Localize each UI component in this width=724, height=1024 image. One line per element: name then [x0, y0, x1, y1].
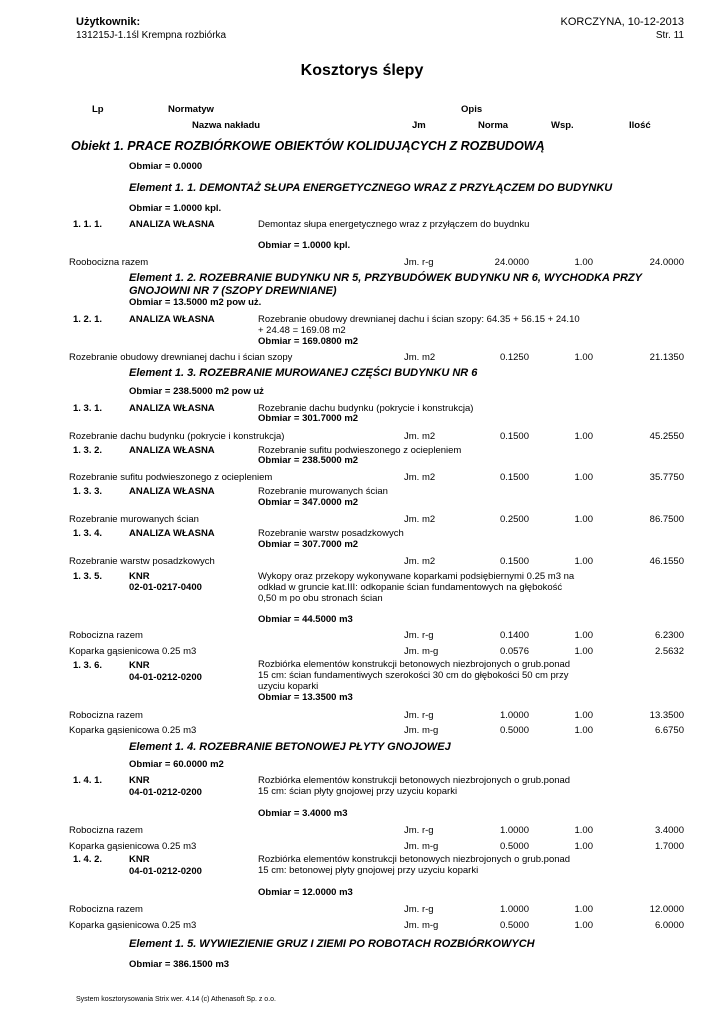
position-normatyw: ANALIZA WŁASNA [129, 528, 215, 539]
position-lp: 1. 3. 3. [73, 486, 103, 497]
obiekt-obmiar: Obmiar = 0.0000 [129, 161, 203, 172]
resource-norma: 0.2500 [499, 514, 529, 525]
resource-name: Robocizna razem [69, 710, 143, 721]
user-value: 131215J-1.1śl Krempna rozbiórka [76, 30, 227, 41]
resource-name: Robocizna razem [69, 630, 143, 641]
position-opis: Rozebranie sufitu podwieszonego z ociepleniem [258, 445, 462, 456]
position-opis-cont: 15 cm: betonowej płyty gnojowej przy uzyciu koparki [258, 865, 479, 876]
position-obmiar: Obmiar = 13.3500 m3 [258, 692, 353, 703]
resource-wsp: 1.00 [574, 904, 593, 915]
resource-ilosc: 2.5632 [654, 646, 684, 657]
resource-name: Koparka gąsienicowa 0.25 m3 [69, 725, 197, 736]
position-obmiar: Obmiar = 1.0000 kpl. [258, 240, 351, 251]
position-opis: Rozebranie warstw posadzkowych [258, 528, 404, 539]
position-opis: Rozbiórka elementów konstrukcji betonowych niezbrojonych o grub.ponad [258, 854, 571, 865]
col-normatyw: Normatyw [168, 104, 214, 115]
position-opis: Rozbiórka elementów konstrukcji betonowych niezbrojonych o grub.ponad [258, 659, 571, 670]
position-lp: 1. 4. 2. [73, 854, 103, 865]
resource-jm: Jm. r-g [404, 257, 434, 268]
col-lp: Lp [92, 104, 104, 115]
user-label: Użytkownik: [76, 16, 141, 28]
element-obmiar: Obmiar = 386.1500 m3 [129, 959, 230, 970]
obiekt-title: Obiekt 1. PRACE ROZBIÓRKOWE OBIEKTÓW KOLIDUJĄCYCH Z ROZBUDOWĄ [71, 139, 545, 153]
position-lp: 1. 3. 1. [73, 403, 103, 414]
col-nazwa: Nazwa nakładu [192, 120, 261, 131]
resource-norma: 1.0000 [499, 710, 529, 721]
position-opis-cont: uzyciu koparki [258, 681, 319, 692]
resource-name: Rozebranie warstw posadzkowych [69, 556, 215, 567]
resource-norma: 0.1500 [499, 556, 529, 567]
element-obmiar: Obmiar = 60.0000 m2 [129, 759, 224, 770]
resource-jm: Jm. m-g [404, 920, 439, 931]
position-opis: Demontaz słupa energetycznego wraz z przyłączem do buydnku [258, 219, 530, 230]
position-opis-cont: 0,50 m po obu stronach ścian [258, 593, 383, 604]
position-opis-cont: odkład w gruncie kat.III: odkopanie ścian fundamentowych na głębokość [258, 582, 563, 593]
position-normatyw-code: 04-01-0212-0200 [129, 787, 202, 798]
position-opis: Wykopy oraz przekopy wykonywane koparkami podsiębiernymi 0.25 m3 na [258, 571, 575, 582]
resource-jm: Jm. m-g [404, 646, 439, 657]
resource-jm: Jm. r-g [404, 710, 434, 721]
position-lp: 1. 1. 1. [73, 219, 103, 230]
resource-wsp: 1.00 [574, 841, 593, 852]
position-obmiar: Obmiar = 12.0000 m3 [258, 887, 353, 898]
position-opis-cont: 15 cm: ścian fundamentiwych szerokości 30 cm do głębokości 50 cm przy [258, 670, 569, 681]
resource-norma: 24.0000 [494, 257, 529, 268]
element-obmiar: Obmiar = 1.0000 kpl. [129, 203, 222, 214]
resource-norma: 0.5000 [499, 920, 529, 931]
position-normatyw: ANALIZA WŁASNA [129, 403, 215, 414]
position-lp: 1. 3. 6. [73, 660, 103, 671]
resource-norma: 0.1500 [499, 472, 529, 483]
element-title-cont: GNOJOWNI NR 7 (SZOPY DREWNIANE) [129, 285, 337, 297]
footer-text: System kosztorysowania Strix wer. 4.14 (c) Athenasoft Sp. z o.o. [76, 996, 276, 1003]
resource-norma: 0.5000 [499, 725, 529, 736]
resource-name: Robocizna razem [69, 825, 143, 836]
position-obmiar: Obmiar = 3.4000 m3 [258, 808, 348, 819]
position-normatyw: ANALIZA WŁASNA [129, 486, 215, 497]
position-opis: Rozbiórka elementów konstrukcji betonowych niezbrojonych o grub.ponad [258, 775, 571, 786]
col-ilosc: Ilość [629, 120, 651, 131]
resource-name: Koparka gąsienicowa 0.25 m3 [69, 920, 197, 931]
resource-ilosc: 24.0000 [649, 257, 684, 268]
resource-wsp: 1.00 [574, 646, 593, 657]
element-title: Element 1. 3. ROZEBRANIE MUROWANEJ CZĘŚCI BUDYNKU NR 6 [129, 367, 478, 379]
resource-ilosc: 12.0000 [649, 904, 684, 915]
resource-wsp: 1.00 [574, 431, 593, 442]
element-title: Element 1. 5. WYWIEZIENIE GRUZ I ZIEMI PO ROBOTACH ROZBIÓRKOWYCH [129, 938, 535, 950]
position-lp: 1. 2. 1. [73, 314, 103, 325]
position-normatyw: KNR [129, 854, 150, 865]
resource-ilosc: 21.1350 [649, 352, 684, 363]
resource-ilosc: 45.2550 [649, 431, 684, 442]
resource-jm: Jm. r-g [404, 904, 434, 915]
resource-jm: Jm. r-g [404, 630, 434, 641]
position-opis-cont: 15 cm: ścian płyty gnojowej przy uzyciu koparki [258, 786, 458, 797]
resource-jm: Jm. m2 [404, 556, 436, 567]
resource-name: Koparka gąsienicowa 0.25 m3 [69, 841, 197, 852]
position-lp: 1. 3. 5. [73, 571, 103, 582]
resource-name: Rozebranie murowanych ścian [69, 514, 199, 525]
resource-jm: Jm. r-g [404, 825, 434, 836]
resource-norma: 0.1400 [499, 630, 529, 641]
resource-ilosc: 6.0000 [654, 920, 684, 931]
position-opis: Rozebranie obudowy drewnianej dachu i ścian szopy: 64.35 + 56.15 + 24.10 [258, 314, 580, 325]
resource-ilosc: 3.4000 [654, 825, 684, 836]
page-title: Kosztorys ślepy [300, 62, 424, 79]
position-normatyw-code: 04-01-0212-0200 [129, 672, 202, 683]
resource-wsp: 1.00 [574, 825, 593, 836]
resource-jm: Jm. m2 [404, 431, 436, 442]
position-lp: 1. 3. 2. [73, 445, 103, 456]
resource-ilosc: 35.7750 [649, 472, 684, 483]
resource-name: Rozebranie dachu budynku (pokrycie i konstrukcja) [69, 431, 285, 442]
resource-ilosc: 6.6750 [654, 725, 684, 736]
element-title: Element 1. 2. ROZEBRANIE BUDYNKU NR 5, PRZYBUDÓWEK BUDYNKU NR 6, WYCHODKA PRZY [129, 272, 642, 284]
position-obmiar: Obmiar = 307.7000 m2 [258, 539, 359, 550]
resource-ilosc: 46.1550 [649, 556, 684, 567]
resource-name: Rozebranie sufitu podwieszonego z ociepleniem [69, 472, 273, 483]
position-normatyw: KNR [129, 571, 150, 582]
resource-wsp: 1.00 [574, 725, 593, 736]
resource-jm: Jm. m2 [404, 472, 436, 483]
resource-jm: Jm. m2 [404, 514, 436, 525]
position-normatyw: ANALIZA WŁASNA [129, 314, 215, 325]
resource-ilosc: 86.7500 [649, 514, 684, 525]
col-jm: Jm [412, 120, 426, 131]
position-obmiar: Obmiar = 44.5000 m3 [258, 614, 353, 625]
position-obmiar: Obmiar = 347.0000 m2 [258, 497, 359, 508]
resource-wsp: 1.00 [574, 472, 593, 483]
col-opis: Opis [461, 104, 483, 115]
resource-wsp: 1.00 [574, 352, 593, 363]
place-date: KORCZYNA, 10-12-2013 [560, 16, 684, 28]
position-lp: 1. 3. 4. [73, 528, 103, 539]
resource-norma: 0.5000 [499, 841, 529, 852]
resource-norma: 0.0576 [499, 646, 529, 657]
resource-norma: 0.1250 [499, 352, 529, 363]
resource-wsp: 1.00 [574, 514, 593, 525]
position-obmiar: Obmiar = 301.7000 m2 [258, 413, 359, 424]
resource-ilosc: 6.2300 [654, 630, 684, 641]
resource-wsp: 1.00 [574, 556, 593, 567]
page-number: Str. 11 [655, 30, 684, 41]
resource-jm: Jm. m-g [404, 841, 439, 852]
resource-name: Koparka gąsienicowa 0.25 m3 [69, 646, 197, 657]
element-obmiar: Obmiar = 238.5000 m2 pow uż [129, 386, 264, 397]
position-normatyw: KNR [129, 775, 150, 786]
resource-jm: Jm. m2 [404, 352, 436, 363]
resource-wsp: 1.00 [574, 630, 593, 641]
position-obmiar: Obmiar = 238.5000 m2 [258, 455, 359, 466]
resource-wsp: 1.00 [574, 257, 593, 268]
position-normatyw: ANALIZA WŁASNA [129, 445, 215, 456]
resource-name: Rozebranie obudowy drewnianej dachu i ścian szopy [69, 352, 293, 363]
resource-norma: 0.1500 [499, 431, 529, 442]
position-normatyw: KNR [129, 660, 150, 671]
position-lp: 1. 4. 1. [73, 775, 103, 786]
resource-ilosc: 13.3500 [649, 710, 684, 721]
position-normatyw: ANALIZA WŁASNA [129, 219, 215, 230]
element-title: Element 1. 1. DEMONTAŻ SŁUPA ENERGETYCZNEGO WRAZ Z PRZYŁĄCZEM DO BUDYNKU [129, 182, 613, 194]
resource-wsp: 1.00 [574, 920, 593, 931]
resource-norma: 1.0000 [499, 825, 529, 836]
position-obmiar: Obmiar = 169.0800 m2 [258, 336, 359, 347]
col-wsp: Wsp. [551, 120, 574, 131]
resource-name: Roobocizna razem [69, 257, 149, 268]
position-normatyw-code: 04-01-0212-0200 [129, 866, 202, 877]
position-normatyw-code: 02-01-0217-0400 [129, 582, 202, 593]
resource-name: Robocizna razem [69, 904, 143, 915]
element-obmiar: Obmiar = 13.5000 m2 pow uż. [129, 297, 262, 308]
resource-jm: Jm. m-g [404, 725, 439, 736]
resource-wsp: 1.00 [574, 710, 593, 721]
position-opis-cont: + 24.48 = 169.08 m2 [258, 325, 346, 336]
col-norma: Norma [478, 120, 509, 131]
element-title: Element 1. 4. ROZEBRANIE BETONOWEJ PŁYTY GNOJOWEJ [129, 741, 451, 753]
position-opis: Rozebranie dachu budynku (pokrycie i konstrukcja) [258, 403, 474, 414]
resource-ilosc: 1.7000 [654, 841, 684, 852]
position-opis: Rozebranie murowanych ścian [258, 486, 388, 497]
resource-norma: 1.0000 [499, 904, 529, 915]
